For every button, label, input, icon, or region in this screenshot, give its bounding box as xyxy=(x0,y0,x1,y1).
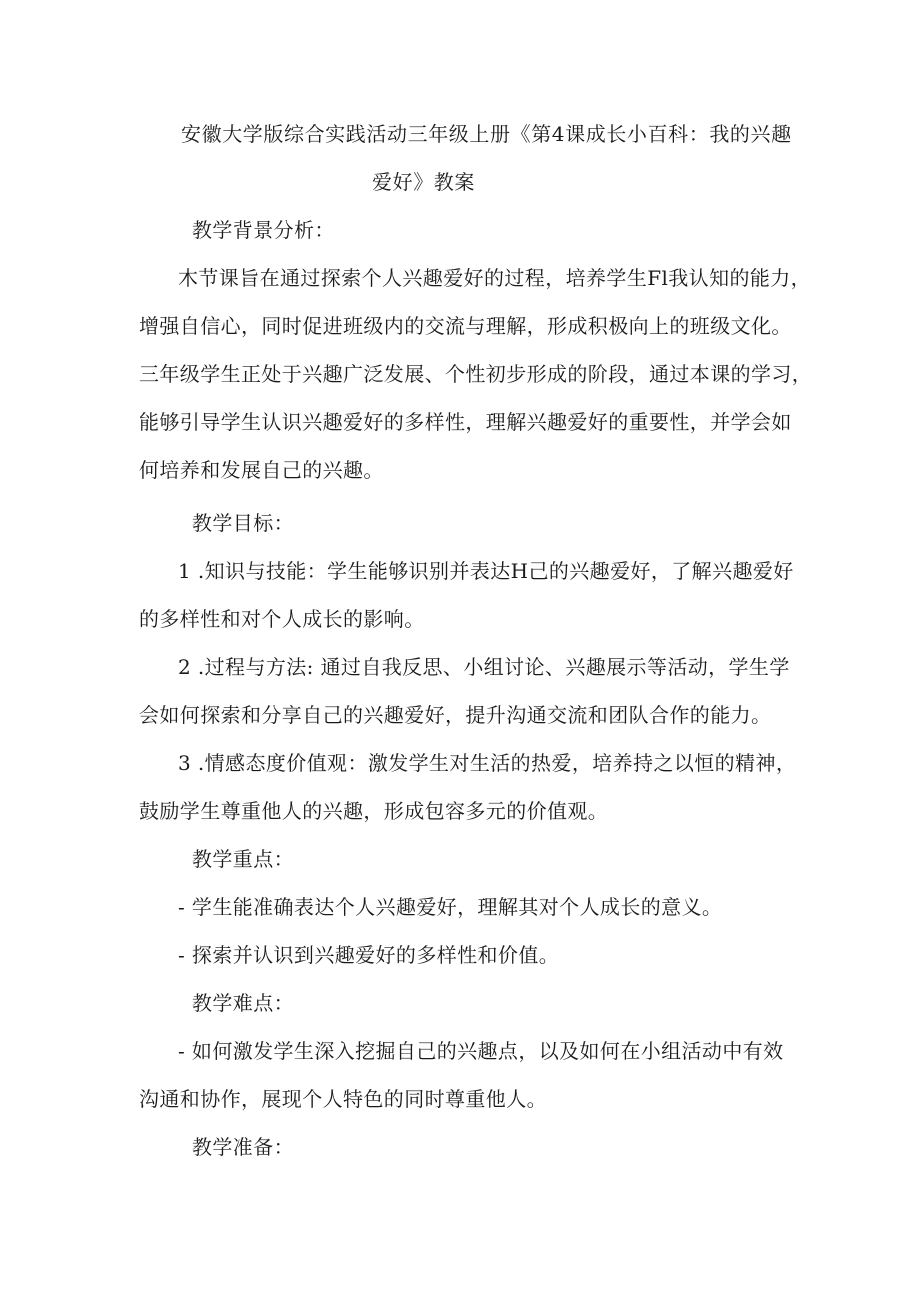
section-heading-key-points: 教学重点： xyxy=(192,847,294,871)
difficulty-line: 沟通和协作，展现个人特色的同时尊重他人。 xyxy=(139,1087,547,1111)
difficulty-line: - 如何激发学生深入挖掘自己的兴趣点，以及如何在小组活动中有效 xyxy=(178,1039,784,1063)
section-heading-background: 教学背景分析： xyxy=(192,218,335,242)
title-line-2: 爱好》教案 xyxy=(372,170,475,194)
paragraph-line: 三年级学生正处于兴趣广泛发展、个性初步形成的阶段，通过本课的学习， xyxy=(139,362,813,386)
paragraph-line: 能够引导学生认识兴趣爱好的多样性，理解兴趣爱好的重要性，并学会如 xyxy=(139,410,792,434)
objective-2-line: 2 .过程与方法: 通过自我反思、小组讨论、兴趣展示等活动，学生学 xyxy=(178,655,790,679)
key-point-item: - 探索并认识到兴趣爱好的多样性和价值。 xyxy=(178,943,560,967)
section-heading-preparation: 教学准备： xyxy=(192,1135,294,1159)
objective-3-line: 鼓励学生尊重他人的兴趣，形成包容多元的价值观。 xyxy=(139,799,609,823)
paragraph-line: 何培养和发展自己的兴趣。 xyxy=(139,458,384,482)
section-heading-objectives: 教学目标： xyxy=(192,511,294,535)
key-point-item: - 学生能准确表达个人兴趣爱好，理解其对个人成长的意义。 xyxy=(178,895,723,919)
objective-3-line: 3 .情感态度价值观：激发学生对生活的热爱，培养持之以恒的精神， xyxy=(178,751,797,775)
objective-1-line: 的多样性和对个人成长的影响。 xyxy=(139,607,425,631)
objective-1-line: 1 .知识与技能：学生能够识别并表达H己的兴趣爱好，了解兴趣爱好 xyxy=(178,559,794,583)
title-line-1: 安徽大学版综合实践活动三年级上册《第4课成长小百科：我的兴趣 xyxy=(181,122,792,146)
paragraph-line: 增强自信心，同时促进班级内的交流与理解，形成积极向上的班级文化。 xyxy=(139,314,792,338)
paragraph-line: 木节课旨在通过探索个人兴趣爱好的过程，培养学生Fl我认知的能力， xyxy=(178,266,812,290)
section-heading-difficulties: 教学难点： xyxy=(192,991,294,1015)
objective-2-line: 会如何探索和分享自己的兴趣爱好，提升沟通交流和团队合作的能力。 xyxy=(139,703,772,727)
